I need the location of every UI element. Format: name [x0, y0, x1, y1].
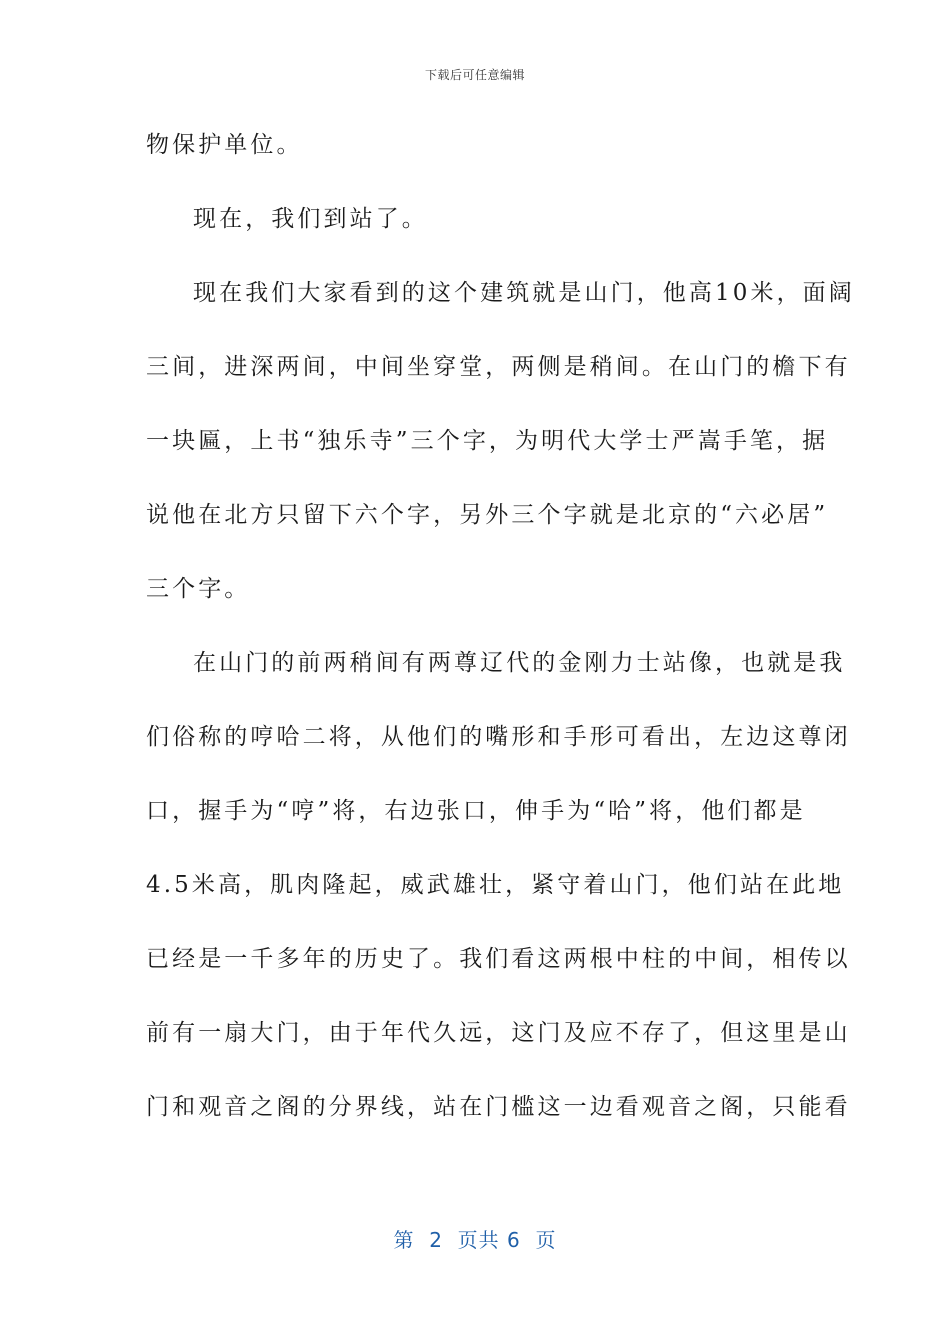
text-line: 在山门的前两稍间有两尊辽代的金刚力士站像，也就是我	[193, 650, 846, 676]
text-line: 口，握手为“哼”将，右边张口，伸手为“哈”将，他们都是	[146, 798, 806, 824]
text-line: 现在我们大家看到的这个建筑就是山门，他高10米，面阔	[193, 280, 855, 306]
document-body	[146, 108, 855, 1144]
text-line: 物保护单位。	[146, 132, 303, 158]
text-line: 4.5米高，肌肉隆起，威武雄壮，紧守着山门，他们站在此地	[146, 872, 845, 898]
text-line: 前有一扇大门，由于年代久远，这门及应不存了，但这里是山	[146, 1020, 851, 1046]
text-line: 门和观音之阁的分界线，站在门槛这一边看观音之阁，只能看	[146, 1094, 851, 1120]
text-line: 现在，我们到站了。	[193, 206, 428, 232]
text-line: 一块匾，上书“独乐寺”三个字，为明代大学士严嵩手笔，据	[146, 428, 829, 454]
text-line: 三间，进深两间，中间坐穿堂，两侧是稍间。在山门的檐下有	[146, 354, 851, 380]
text-line: 们俗称的哼哈二将，从他们的嘴形和手形可看出，左边这尊闭	[146, 724, 851, 750]
page-number-footer: 第 2 页共 6 页	[393, 1228, 557, 1252]
text-line: 三个字。	[146, 576, 251, 602]
text-line: 说他在北方只留下六个字，另外三个字就是北京的“六必居”	[146, 502, 829, 528]
header-note: 下载后可任意编辑	[424, 68, 525, 82]
text-line: 已经是一千多年的历史了。我们看这两根中柱的中间，相传以	[146, 946, 851, 972]
